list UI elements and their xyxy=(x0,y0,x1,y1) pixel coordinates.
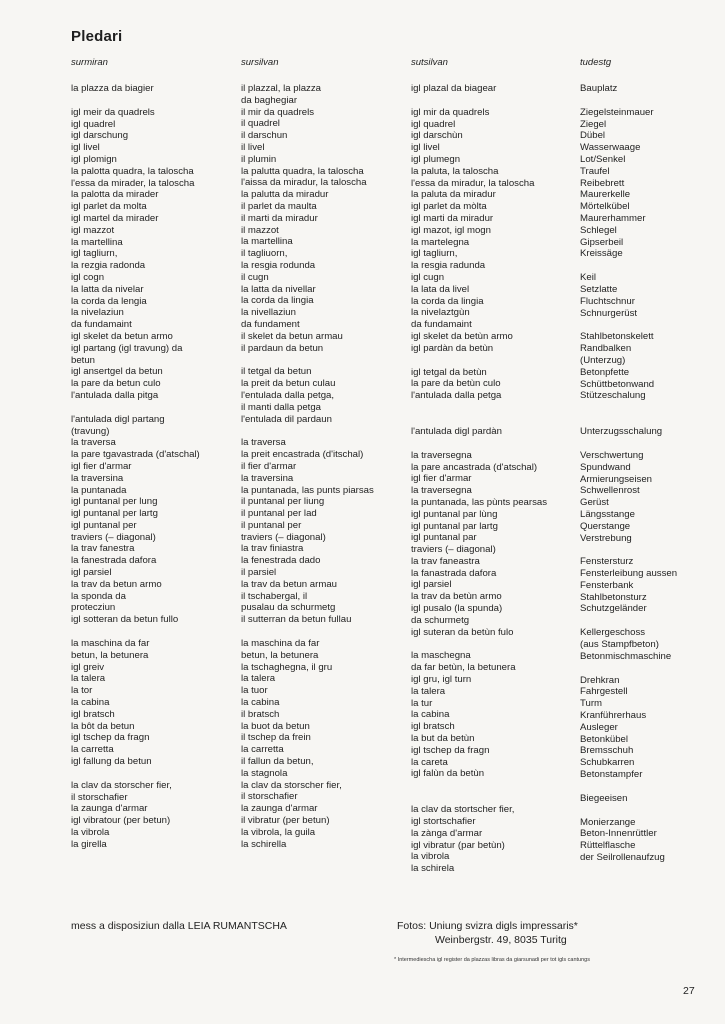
term-entry: igl fier d'armar xyxy=(411,473,472,485)
term-entry: il cugn xyxy=(241,271,269,283)
term-entry: igl meir da quadrels xyxy=(71,106,155,118)
entry-spacer xyxy=(580,414,720,426)
term-entry: igl stortschafier xyxy=(411,816,476,828)
entry-spacer xyxy=(580,805,720,817)
term-entry: la pare ancastrada (d'atschal) xyxy=(411,461,538,473)
term-entry: la carretta xyxy=(241,744,284,756)
term-entry: Traufel xyxy=(580,165,610,177)
column-surmiran xyxy=(71,57,231,851)
term-entry: igl parlet da mòlta xyxy=(411,201,487,213)
term-entry: il manti dalla petga xyxy=(241,401,321,413)
term-entry: la corda da lingia xyxy=(411,295,484,307)
entry-spacer xyxy=(580,319,720,331)
term-entry: igl pardàn da betùn xyxy=(411,342,494,354)
page-number: 27 xyxy=(683,985,695,997)
term-entry: igl tschep da fragn xyxy=(71,732,150,744)
term-entry: igl pusalo (la spunda) xyxy=(411,603,503,615)
term-entry: Gipserbeil xyxy=(580,236,624,248)
term-entry: la cabina xyxy=(71,697,110,709)
term-entry: la buot da betun xyxy=(241,720,310,732)
term-entry: la sponda da xyxy=(71,590,126,602)
term-entry: la tor xyxy=(71,685,93,697)
term-entry: igl partang (igl travung) da xyxy=(71,342,183,354)
term-entry: la talera xyxy=(411,685,446,697)
column-header: surmiran xyxy=(71,57,108,68)
term-entry: la nivelaziun xyxy=(71,307,124,319)
term-entry: il tschep da frein xyxy=(241,732,311,744)
term-entry: la vibrola xyxy=(411,851,450,863)
term-entry: la careta xyxy=(411,756,448,768)
term-entry: la schirela xyxy=(411,863,455,875)
term-entry: igl quadrel xyxy=(71,118,116,130)
entry-spacer xyxy=(241,626,403,638)
entry-spacer xyxy=(580,663,720,675)
term-entry: la tur xyxy=(411,697,433,709)
term-entry: igl parsiel xyxy=(71,567,112,579)
term-entry: la trav fanestra xyxy=(71,543,135,555)
term-entry: l'essa da miradur, la taloscha xyxy=(411,177,535,189)
term-entry: da fundament xyxy=(241,318,300,330)
term-entry: il livel xyxy=(241,141,265,153)
term-entry: Fensterleibung aussen xyxy=(580,568,678,580)
term-entry: la martellina xyxy=(71,236,123,248)
term-entry: la cabina xyxy=(241,697,280,709)
term-entry: Mörtelkübel xyxy=(580,201,630,213)
term-entry: igl tetgal da betùn xyxy=(411,366,487,378)
term-entry: Fahrgestell xyxy=(580,686,628,698)
term-entry: igl parsiel xyxy=(411,579,452,591)
term-entry: la latta da nivelar xyxy=(71,283,144,295)
term-entry: Kellergeschoss xyxy=(580,627,646,639)
term-entry: betun, la betunera xyxy=(241,649,319,661)
term-entry: l'antulada digl pardàn xyxy=(411,425,502,437)
term-entry: Fenstersturz xyxy=(580,556,634,568)
term-entry: Betonstampfer xyxy=(580,769,643,781)
term-entry: Gerüst xyxy=(580,497,609,509)
term-entry: la maschegna xyxy=(411,650,471,662)
term-entry: la fanestrada dafora xyxy=(71,555,157,567)
term-entry: il plazzal, la plazza xyxy=(241,83,321,94)
term-entry: la palutta da miradur xyxy=(241,189,329,201)
term-entry: Dübel xyxy=(580,130,606,142)
term-entry: igl greiv xyxy=(71,661,105,673)
term-entry: der Seilrollenaufzug xyxy=(580,852,665,864)
term-entry: la rezgia radonda xyxy=(71,260,146,272)
term-entry: l'antulada dalla pitga xyxy=(71,389,159,401)
term-entry: la traversegna xyxy=(411,485,472,497)
term-entry: la palutta quadra, la taloscha xyxy=(241,165,364,177)
entry-spacer xyxy=(71,768,231,780)
column-header: tudestg xyxy=(580,57,612,68)
term-entry: il storschafier xyxy=(241,791,298,803)
term-entry: igl mazot, igl mogn xyxy=(411,224,491,236)
term-entry: betun xyxy=(71,354,96,366)
term-entry: Ausleger xyxy=(580,721,618,733)
term-entry: Stahlbetonsturz xyxy=(580,591,647,603)
entry-spacer xyxy=(580,402,720,414)
term-entry: igl ansertgel da betun xyxy=(71,366,163,378)
term-entry: il parlet da maulta xyxy=(241,200,317,212)
term-entry: il darschun xyxy=(241,130,288,142)
term-entry: igl puntanal per xyxy=(71,519,137,531)
term-entry: la zaunga d'armar xyxy=(71,803,148,815)
term-entry: Randbalken xyxy=(580,343,632,355)
entry-spacer xyxy=(411,414,574,426)
term-entry: Schwellenrost xyxy=(580,485,640,497)
term-entry: igl puntanal per lung xyxy=(71,496,158,508)
term-entry: igl quadrel xyxy=(411,118,456,130)
term-entry: betun, la betunera xyxy=(71,649,149,661)
term-entry: il puntanal per liung xyxy=(241,496,325,508)
term-entry: traviers (– diagonal) xyxy=(411,544,496,556)
term-entry: Bremsschuh xyxy=(580,745,634,757)
term-entry: la maschina da far xyxy=(71,638,150,650)
term-entry: igl skelet da betun armo xyxy=(71,330,173,342)
term-entry: (aus Stampfbeton) xyxy=(580,639,659,651)
term-entry: la tuor xyxy=(241,685,268,697)
term-entry: il tagliuorn, xyxy=(241,248,288,260)
term-entry: la talera xyxy=(241,673,276,685)
term-entry: il plumin xyxy=(241,153,277,165)
term-entry: (travung) xyxy=(71,425,110,437)
term-entry: Schutzgeländer xyxy=(580,603,647,615)
term-entry: la vibrola, la guila xyxy=(241,826,316,838)
term-entry: igl darschùn xyxy=(411,130,463,142)
term-entry: la clav da stortscher fier, xyxy=(411,804,515,816)
column-sutsilvan xyxy=(411,57,574,875)
term-entry: la nivelaztgùn xyxy=(411,307,470,319)
term-entry: igl plumegn xyxy=(411,153,461,165)
term-entry: il quadrel xyxy=(241,118,280,130)
term-entry: la puntanada xyxy=(71,484,127,496)
term-entry: la preit da betun culau xyxy=(241,378,336,390)
term-entry: il marti da miradur xyxy=(241,212,318,224)
term-entry: la resgia rodunda xyxy=(241,259,316,271)
term-entry: la zànga d'armar xyxy=(411,827,483,839)
term-entry: la cabina xyxy=(411,709,450,721)
publisher-note: mess a disposiziun dalla LEIA RUMANTSCHA xyxy=(71,920,287,932)
term-entry: la but da betùn xyxy=(411,733,475,745)
term-entry: la trav da betun armo xyxy=(71,578,162,590)
entry-spacer xyxy=(411,638,574,650)
term-entry: igl bratsch xyxy=(71,708,115,720)
term-entry: da far betùn, la betunera xyxy=(411,662,516,674)
term-entry: igl tagliurn, xyxy=(71,248,118,260)
term-entry: la lata da livel xyxy=(411,283,470,295)
term-entry: l'entulada dalla petga, xyxy=(241,389,335,401)
term-entry: il pardaun da betun xyxy=(241,342,324,354)
term-entry: la corda da lingia xyxy=(241,295,314,307)
term-entry: il fallun da betun, xyxy=(241,756,314,768)
entry-list xyxy=(411,83,574,875)
term-entry: la carretta xyxy=(71,744,114,756)
term-entry: la traversina xyxy=(241,472,294,484)
term-entry: la trav finiastra xyxy=(241,543,304,555)
term-entry: Betonkübel xyxy=(580,733,629,745)
term-entry: il skelet da betun armau xyxy=(241,330,343,342)
term-entry: la trav faneastra xyxy=(411,555,480,567)
term-entry: igl cugn xyxy=(411,271,445,283)
term-entry: Stahlbetonskelett xyxy=(580,331,654,343)
term-entry: la traversa xyxy=(241,437,286,449)
term-entry: Verstrebung xyxy=(580,532,632,544)
term-entry: il tschabergal, il xyxy=(241,590,308,602)
term-entry: igl darschung xyxy=(71,130,129,142)
entry-spacer xyxy=(71,95,231,107)
column-tudestg xyxy=(580,57,720,864)
term-entry: Rüttelflasche xyxy=(580,840,636,852)
entry-list xyxy=(241,83,403,850)
term-entry: igl livel xyxy=(71,142,100,154)
entry-spacer xyxy=(580,438,720,450)
term-entry: igl puntanal per lartg xyxy=(71,508,158,520)
term-entry: il fier d'armar xyxy=(241,460,297,472)
term-entry: igl tagliurn, xyxy=(411,248,458,260)
term-entry: igl falùn da betùn xyxy=(411,768,485,780)
term-entry: Ziegelsteinmauer xyxy=(580,106,654,118)
term-entry: Verschwertung xyxy=(580,449,644,461)
term-entry: igl fier d'armar xyxy=(71,460,132,472)
term-entry: la traversa xyxy=(71,437,116,449)
term-entry: la trav da betun armau xyxy=(241,578,337,590)
term-entry: protecziun xyxy=(71,602,116,614)
term-entry: Turm xyxy=(580,698,603,710)
term-entry: da schurmetg xyxy=(411,614,470,626)
term-entry: Kranführerhaus xyxy=(580,710,647,722)
term-entry: il sutterran da betun fullau xyxy=(241,614,352,626)
term-entry: la puntanada, las pùnts pearsas xyxy=(411,496,548,508)
term-entry: il tetgal da betun xyxy=(241,366,312,378)
term-entry: l'aissa da miradur, la taloscha xyxy=(241,177,367,189)
entry-spacer xyxy=(580,781,720,793)
term-entry: Unterzugsschalung xyxy=(580,426,663,438)
entry-spacer xyxy=(580,544,720,556)
term-entry: il vibratur (per betun) xyxy=(241,815,330,827)
term-entry: la pare da betùn culo xyxy=(411,378,501,390)
term-entry: la martellina xyxy=(241,236,293,248)
term-entry: il puntanal per xyxy=(241,519,302,531)
entry-spacer xyxy=(71,626,231,638)
term-entry: la talera xyxy=(71,673,106,685)
entry-spacer xyxy=(411,792,574,804)
photo-credit-address: Weinbergstr. 49, 8035 Turitg xyxy=(435,934,567,946)
term-entry: igl plazal da biagear xyxy=(411,83,497,94)
term-entry: la maschina da far xyxy=(241,638,320,650)
term-entry: (Unterzug) xyxy=(580,354,626,366)
term-entry: igl mazzot xyxy=(71,224,115,236)
photo-credit: Fotos: Uniung svizra digls impressaris* xyxy=(397,920,578,932)
term-entry: traviers (– diagonal) xyxy=(241,531,326,543)
entry-spacer xyxy=(580,260,720,272)
term-entry: Kreissäge xyxy=(580,248,623,260)
term-entry: la preit encastrada (d'itschal) xyxy=(241,449,364,461)
term-entry: la traversegna xyxy=(411,449,472,461)
term-entry: igl martel da mirader xyxy=(71,212,159,224)
term-entry: igl vibratour (per betun) xyxy=(71,815,171,827)
term-entry: igl puntanal par lùng xyxy=(411,508,498,520)
term-entry: la plazza da biagier xyxy=(71,83,154,94)
entry-spacer xyxy=(241,354,403,366)
term-entry: la corda da lengia xyxy=(71,295,147,307)
term-entry: Schnurgerüst xyxy=(580,307,638,319)
term-entry: pusalau da schurmetg xyxy=(241,602,336,614)
term-entry: Betonmischmaschine xyxy=(580,650,672,662)
entry-spacer xyxy=(411,95,574,107)
term-entry: la schirella xyxy=(241,838,287,850)
term-entry: igl puntanal par lartg xyxy=(411,520,498,532)
entry-spacer xyxy=(411,355,574,367)
column-header: sutsilvan xyxy=(411,57,448,68)
term-entry: igl plomign xyxy=(71,153,117,165)
term-entry: il mazzot xyxy=(241,224,279,236)
term-entry: Betonpfette xyxy=(580,366,630,378)
term-entry: la traversina xyxy=(71,472,124,484)
term-entry: Stützeschalung xyxy=(580,390,646,402)
term-entry: la zaunga d'armar xyxy=(241,803,318,815)
term-entry: igl marti da miradur xyxy=(411,212,494,224)
term-entry: igl livel xyxy=(411,142,440,154)
term-entry: la vibrola xyxy=(71,827,110,839)
term-entry: la fenestrada dado xyxy=(241,555,321,567)
term-entry: la fanastrada dafora xyxy=(411,567,497,579)
term-entry: la resgia radunda xyxy=(411,260,486,272)
term-entry: Fensterbank xyxy=(580,579,634,591)
term-entry: la paluta da miradur xyxy=(411,189,496,201)
term-entry: Schüttbetonwand xyxy=(580,378,655,390)
term-entry: la tschaghegna, il gru xyxy=(241,661,333,673)
term-entry: il mir da quadrels xyxy=(241,106,315,118)
term-entry: la martelegna xyxy=(411,236,470,248)
term-entry: la paluta, la taloscha xyxy=(411,165,499,177)
term-entry: Armierungseisen xyxy=(580,473,652,485)
term-entry: da fundamaint xyxy=(71,319,132,331)
term-entry: Setzlatte xyxy=(580,283,618,295)
term-entry: igl cogn xyxy=(71,271,105,283)
term-entry: la palotta quadra, la taloscha xyxy=(71,165,194,177)
term-entry: Lot/Senkel xyxy=(580,153,626,165)
term-entry: l'antulada dalla petga xyxy=(411,390,502,402)
entry-spacer xyxy=(411,438,574,450)
term-entry: Schubkarren xyxy=(580,757,635,769)
term-entry: la clav da storscher fier, xyxy=(241,779,342,791)
term-entry: la puntanada, las punts piarsas xyxy=(241,484,374,496)
term-entry: traviers (– diagonal) xyxy=(71,531,156,543)
term-entry: igl skelet da betùn armo xyxy=(411,330,513,342)
entry-spacer xyxy=(580,615,720,627)
term-entry: Reibebrett xyxy=(580,177,625,189)
term-entry: la pare tgavastrada (d'atschal) xyxy=(71,449,200,461)
term-entry: Monierzange xyxy=(580,816,636,828)
term-entry: la pare da betun culo xyxy=(71,378,161,390)
term-entry: Maurerkelle xyxy=(580,189,631,201)
term-entry: la latta da nivellar xyxy=(241,283,316,295)
term-entry: igl sotteran da betun fullo xyxy=(71,614,179,626)
term-entry: l'entulada dil pardaun xyxy=(241,413,332,425)
entry-spacer xyxy=(580,95,720,107)
term-entry: Maurerhammer xyxy=(580,212,646,224)
term-entry: la nivellaziun xyxy=(241,307,296,319)
term-entry: igl vibratur (par betùn) xyxy=(411,839,505,851)
term-entry: l'antulada digl partang xyxy=(71,413,165,425)
term-entry: igl mir da quadrels xyxy=(411,106,490,118)
entry-spacer xyxy=(411,780,574,792)
term-entry: da baghegiar xyxy=(241,94,298,106)
term-entry: Längsstange xyxy=(580,508,635,520)
entry-spacer xyxy=(241,425,403,437)
column-header: sursilvan xyxy=(241,57,279,68)
term-entry: il storschafier xyxy=(71,791,128,803)
term-entry: igl gru, igl turn xyxy=(411,674,472,686)
term-entry: igl tschep da fragn xyxy=(411,744,490,756)
term-entry: Bauplatz xyxy=(580,83,618,94)
term-entry: igl suteran da betùn fulo xyxy=(411,626,514,638)
term-entry: Fluchtschnur xyxy=(580,295,635,307)
term-entry: il bratsch xyxy=(241,708,280,720)
term-entry: la stagnola xyxy=(241,767,288,779)
term-entry: Biegeeisen xyxy=(580,792,628,804)
term-entry: la clav da storscher fier, xyxy=(71,779,172,791)
term-entry: la bôt da betun xyxy=(71,720,135,732)
term-entry: igl bratsch xyxy=(411,721,455,733)
term-entry: Wasserwaage xyxy=(580,142,641,154)
term-entry: Drehkran xyxy=(580,674,620,686)
term-entry: la palotta da mirader xyxy=(71,189,159,201)
term-entry: igl fallung da betun xyxy=(71,756,152,768)
term-entry: la girella xyxy=(71,838,107,850)
term-entry: da fundamaint xyxy=(411,319,472,331)
term-entry: Schlegel xyxy=(580,224,617,236)
entry-spacer xyxy=(71,402,231,414)
term-entry: il puntanal per lad xyxy=(241,508,317,520)
term-entry: la trav da betùn armo xyxy=(411,591,502,603)
term-entry: Spundwand xyxy=(580,461,631,473)
entry-list xyxy=(580,83,720,864)
term-entry: igl parlet da molta xyxy=(71,201,147,213)
footnote: * Intermedieschа igl register da plazzas libras da giarsunadi per tot igls cantungs xyxy=(394,957,590,963)
term-entry: Querstange xyxy=(580,520,631,532)
term-entry: l'essa da mirader, la taloscha xyxy=(71,177,195,189)
term-entry: igl puntanal par xyxy=(411,532,477,544)
term-entry: il parsiel xyxy=(241,567,277,579)
entry-spacer xyxy=(411,402,574,414)
term-entry: Beton-Innenrüttler xyxy=(580,828,657,840)
entry-list xyxy=(71,83,231,851)
page-title: Pledari xyxy=(71,28,123,45)
term-entry: Keil xyxy=(580,272,596,284)
column-sursilvan xyxy=(241,57,403,850)
term-entry: Ziegel xyxy=(580,118,607,130)
